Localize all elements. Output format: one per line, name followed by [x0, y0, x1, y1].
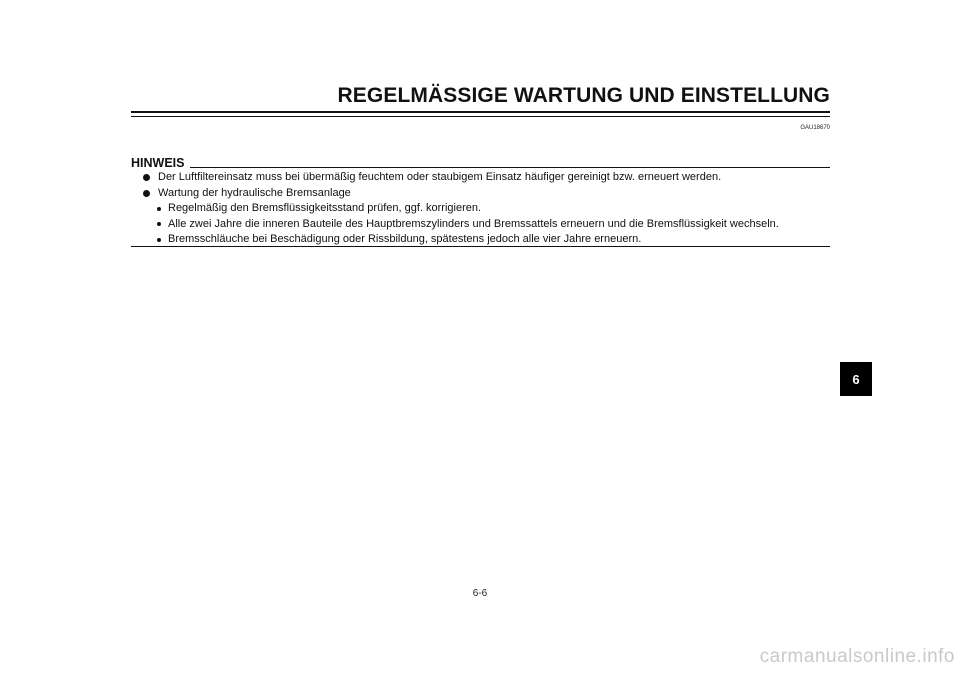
chapter-tab[interactable]: 6 [840, 362, 872, 396]
note-title: HINWEIS [131, 156, 185, 170]
note-rule [190, 167, 830, 168]
sub-list-item [143, 217, 833, 233]
bullet-icon [143, 174, 150, 181]
page-title: REGELMÄSSIGE WARTUNG UND EINSTELLUNG [337, 84, 830, 107]
sub-list-item-text: Alle zwei Jahre die inneren Bauteile des Hauptbremszylinders und Bremssattels erneuern und die Bremsflüssigkeit wechseln. [168, 217, 779, 230]
note-header [131, 154, 830, 170]
watermark: carmanualsonline.info [759, 646, 955, 667]
list-item-text: Der Luftfiltereinsatz muss bei übermäßig feuchtem oder staubigem Einsatz häufiger gereinigt bzw. erneuert werden. [158, 171, 722, 183]
title-rule-thin [131, 116, 830, 117]
bullet-icon [143, 190, 150, 197]
note-end-rule [131, 246, 830, 247]
list-item-text: Wartung der hydraulische Bremsanlage [158, 186, 351, 199]
sub-list-item-text: Regelmäßig den Bremsflüssigkeitsstand prüfen, ggf. korrigieren. [168, 202, 482, 214]
list-item [143, 170, 833, 186]
sub-list-item [143, 201, 833, 217]
sub-list-item-text: Bremsschläuche bei Beschädigung oder Rissbildung, spätestens jedoch alle vier Jahre erneuern. [168, 233, 642, 245]
document-code: GAU18670 [800, 125, 830, 131]
page-number: 6-6 [472, 588, 488, 599]
note-list [143, 170, 833, 248]
small-bullet-icon [157, 222, 161, 226]
list-item [143, 186, 833, 202]
small-bullet-icon [157, 238, 161, 242]
title-rule [131, 111, 830, 113]
small-bullet-icon [157, 207, 161, 211]
